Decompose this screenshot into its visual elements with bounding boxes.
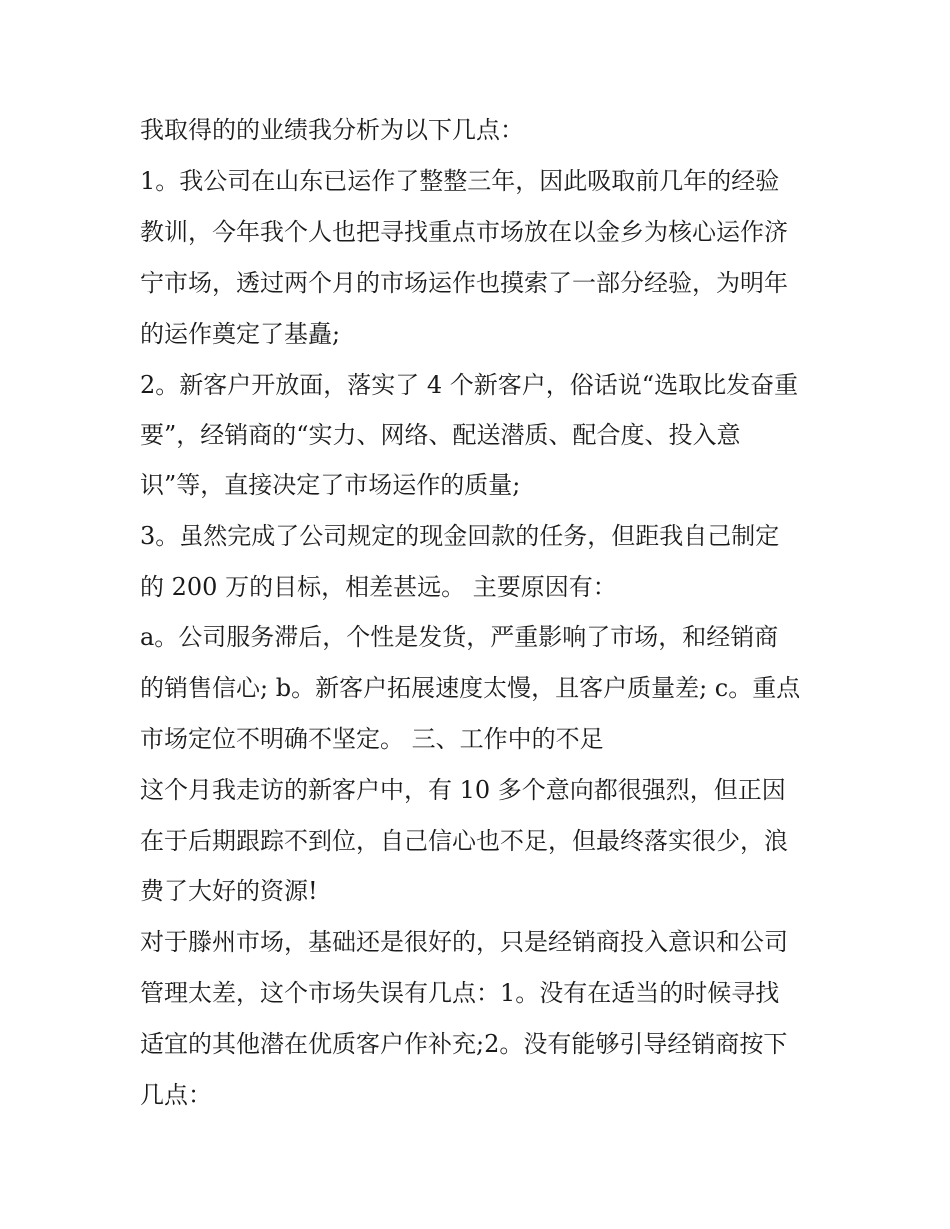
text-line: 教训，今年我个人也把寻找重点市场放在以金乡为核心运作济 bbox=[140, 218, 788, 246]
text-line: 识”等，直接决定了市场运作的质量; bbox=[140, 471, 521, 499]
text-line: 3。虽然完成了公司规定的现金回款的任务，但距我自己制定 bbox=[140, 522, 780, 550]
text-line: 2。新客户开放面，落实了 4 个新客户，俗话说“选取比发奋重 bbox=[140, 371, 799, 399]
text-line: 几点： bbox=[140, 1081, 212, 1109]
text-line: 宁市场，透过两个月的市场运作也摸索了一部分经验，为明年 bbox=[140, 269, 788, 297]
text-line: a。公司服务滞后，个性是发货，严重影响了市场，和经销商 bbox=[140, 623, 779, 651]
text-line: 适宜的其他潜在优质客户作补充;2。没有能够引导经销商按下 bbox=[140, 1030, 788, 1058]
text-line: 我取得的的业绩我分析为以下几点： bbox=[140, 116, 524, 144]
text-line: 的 200 万的目标，相差甚远。 主要原因有： bbox=[140, 573, 617, 601]
text-line: 的运作奠定了基矗; bbox=[140, 320, 341, 348]
text-line: 市场定位不明确不坚定。 三、工作中的不足 bbox=[140, 725, 604, 753]
text-line: 对于滕州市场，基础还是很好的，只是经销商投入意识和公司 bbox=[140, 928, 788, 956]
text-line: 在于后期跟踪不到位，自己信心也不足，但最终落实很少，浪 bbox=[140, 827, 788, 855]
text-line: 管理太差，这个市场失误有几点：1。没有在适当的时候寻找 bbox=[140, 979, 780, 1007]
text-line: 1。我公司在山东已运作了整整三年，因此吸取前几年的经验 bbox=[140, 167, 780, 195]
text-line: 的销售信心; b。新客户拓展速度太慢，且客户质量差; c。重点 bbox=[140, 674, 801, 702]
text-line: 费了大好的资源! bbox=[140, 877, 318, 905]
text-line: 要”，经销商的“实力、网络、配送潜质、配合度、投入意 bbox=[140, 421, 741, 449]
text-line: 这个月我走访的新客户中，有 10 多个意向都很强烈，但正因 bbox=[140, 776, 786, 804]
